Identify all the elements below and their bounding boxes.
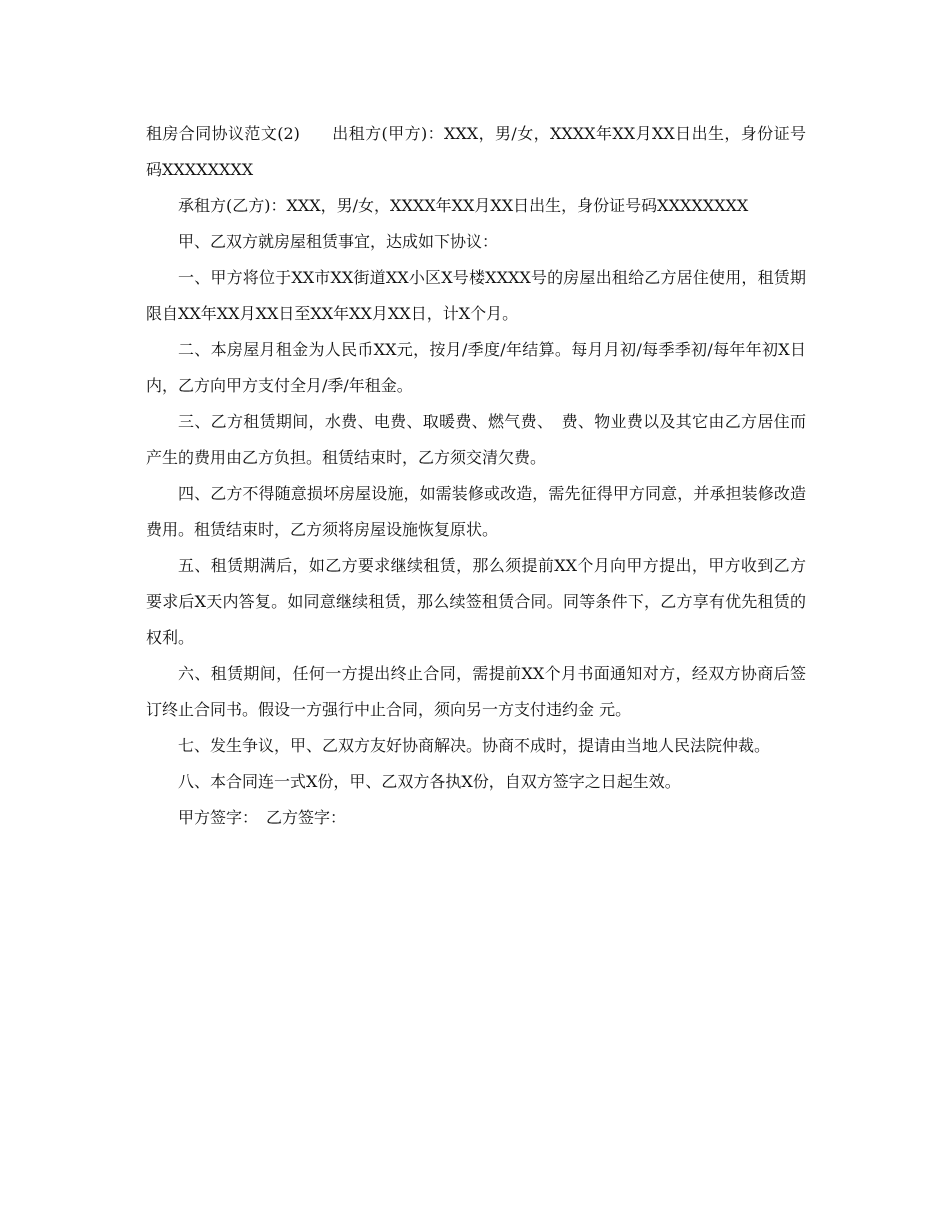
signature-party-a: 甲方签字：	[178, 808, 259, 827]
clause-8: 八、本合同连一式X份，甲、乙双方各执X份，自双方签字之日起生效。	[178, 772, 681, 791]
clause-4: 四、乙方不得随意损坏房屋设施，如需装修或改造，需先征得甲方同意，并承担装修改造费用。租赁结束时，乙方须将房屋设施恢复原状。	[146, 484, 806, 539]
contract-body	[146, 116, 806, 836]
clause-3: 三、乙方租赁期间，水费、电费、取暖费、燃气费、 费、物业费以及其它由乙方居住而产生的费用由乙方负担。租赁结束时，乙方须交清欠费。	[146, 412, 806, 467]
clause-7: 七、发生争议，甲、乙双方友好协商解决。协商不成时，提请由当地人民法院仲裁。	[178, 736, 771, 755]
signature-party-b: 乙方签字：	[266, 808, 347, 827]
signature-line	[146, 800, 806, 836]
title-paragraph	[146, 116, 806, 188]
lessor-info: 出租方(甲方)：XXX，男/女，XXXX年XX月XX日出生，身份证号码XXXXXXXX	[146, 124, 806, 179]
lessee-info: 承租方(乙方)：XXX，男/女，XXXX年XX月XX日出生，身份证号码XXXXXXXX	[178, 196, 749, 215]
clause-1: 一、甲方将位于XX市XX街道XX小区X号楼XXXX号的房屋出租给乙方居住使用，租赁期限自XX年XX月XX日至XX年XX月XX日，计X个月。	[146, 268, 806, 323]
document-title: 租房合同协议范文(2)	[146, 124, 300, 143]
clause-6: 六、租赁期间，任何一方提出终止合同，需提前XX个月书面通知对方，经双方协商后签订终止合同书。假设一方强行中止合同，须向另一方支付违约金 元。	[146, 664, 806, 719]
agreement-intro: 甲、乙双方就房屋租赁事宜，达成如下协议：	[178, 232, 499, 251]
clause-2: 二、本房屋月租金为人民币XX元，按月/季度/年结算。每月月初/每季季初/每年年初X日内，乙方向甲方支付全月/季/年租金。	[146, 340, 806, 395]
clause-5: 五、租赁期满后，如乙方要求继续租赁，那么须提前XX个月向甲方提出，甲方收到乙方要求后X天内答复。如同意继续租赁，那么续签租赁合同。同等条件下，乙方享有优先租赁的权利。	[146, 556, 806, 647]
